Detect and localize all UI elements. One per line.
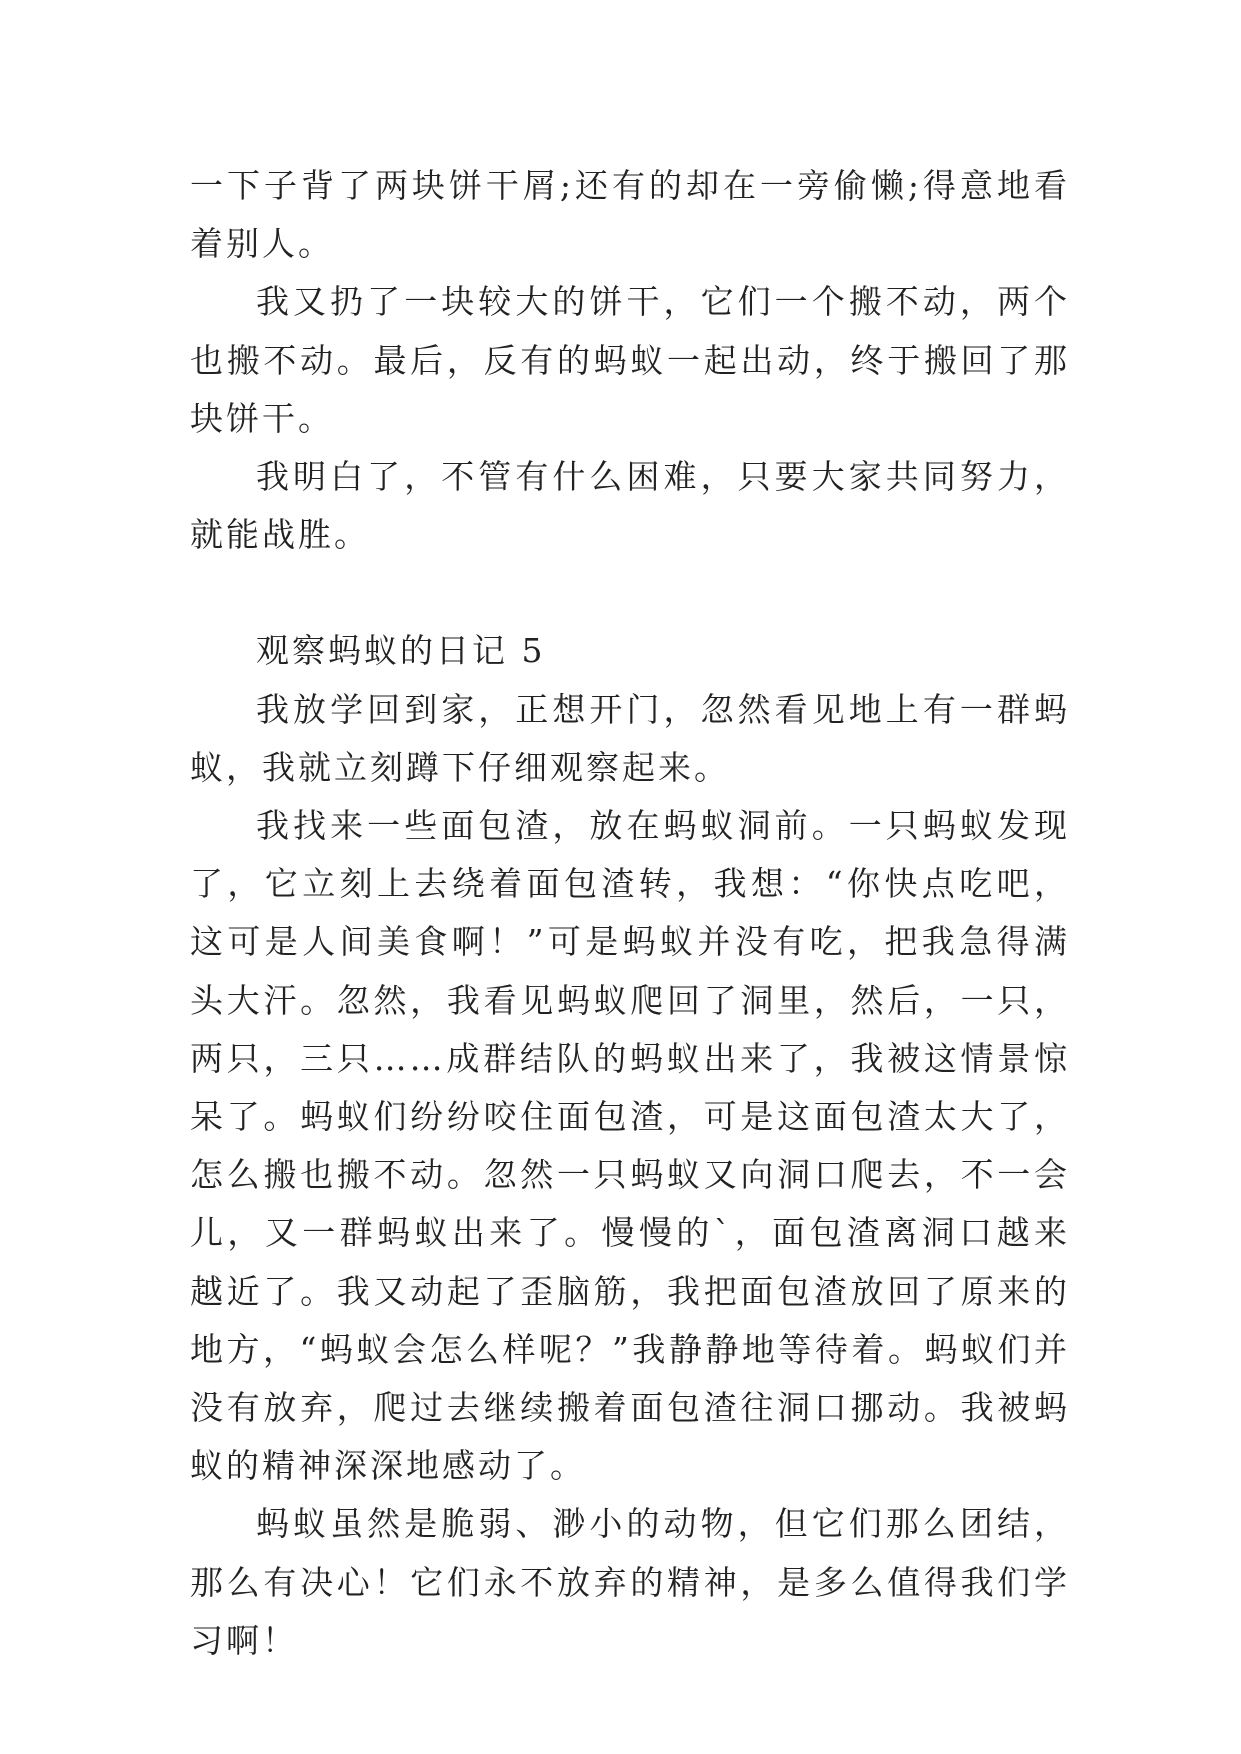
paragraph-reflection: 蚂蚁虽然是脆弱、渺小的动物，但它们那么团结，那么有决心！它们永不放弃的精神，是多么值得我们学习啊！ [190,1504,1070,1660]
section-gap [190,564,1070,622]
paragraph-continued: 一下子背了两块饼干屑;还有的却在一旁偷懒;得意地看着别人。 [190,166,1070,264]
paragraph-conclusion: 我明白了，不管有什么困难，只要大家共同努力，就能战胜。 [190,457,1070,555]
paragraph-intro: 我放学回到家，正想开门，忽然看见地上有一群蚂蚁，我就立刻蹲下仔细观察起来。 [190,689,1070,787]
document-body [190,157,1070,1670]
diary-heading: 观察蚂蚁的日记 5 [256,631,546,671]
paragraph-bigger-cookie: 我又扔了一块较大的饼干，它们一个搬不动，两个也搬不动。最后，反有的蚂蚁一起出动，终于搬回了那块饼干。 [190,282,1070,438]
paragraph-bread-crumbs: 我找来一些面包渣，放在蚂蚁洞前。一只蚂蚁发现了，它立刻上去绕着面包渣转，我想：“你快点吃吧，这可是人间美食啊！”可是蚂蚁并没有吃，把我急得满头大汗。忽然，我看见蚂蚁爬回了洞里，然后，一只，两只，三只……成群结队的蚂蚁出来了，我被这情景惊呆了。蚂蚁们纷纷咬住面包渣，可是这面包渣太大了，怎么搬也搬不动。忽然一只蚂蚁又向洞口爬去，不一会儿，又一群蚂蚁出来了。慢慢的`，面包渣离洞口越来越近了。我又动起了歪脑筋，我把面包渣放回了原来的地方，“蚂蚁会怎么样呢？”我静静地等待着。蚂蚁们并没有放弃，爬过去继续搬着面包渣往洞口挪动。我被蚂蚁的精神深深地感动了。 [190,806,1070,1486]
